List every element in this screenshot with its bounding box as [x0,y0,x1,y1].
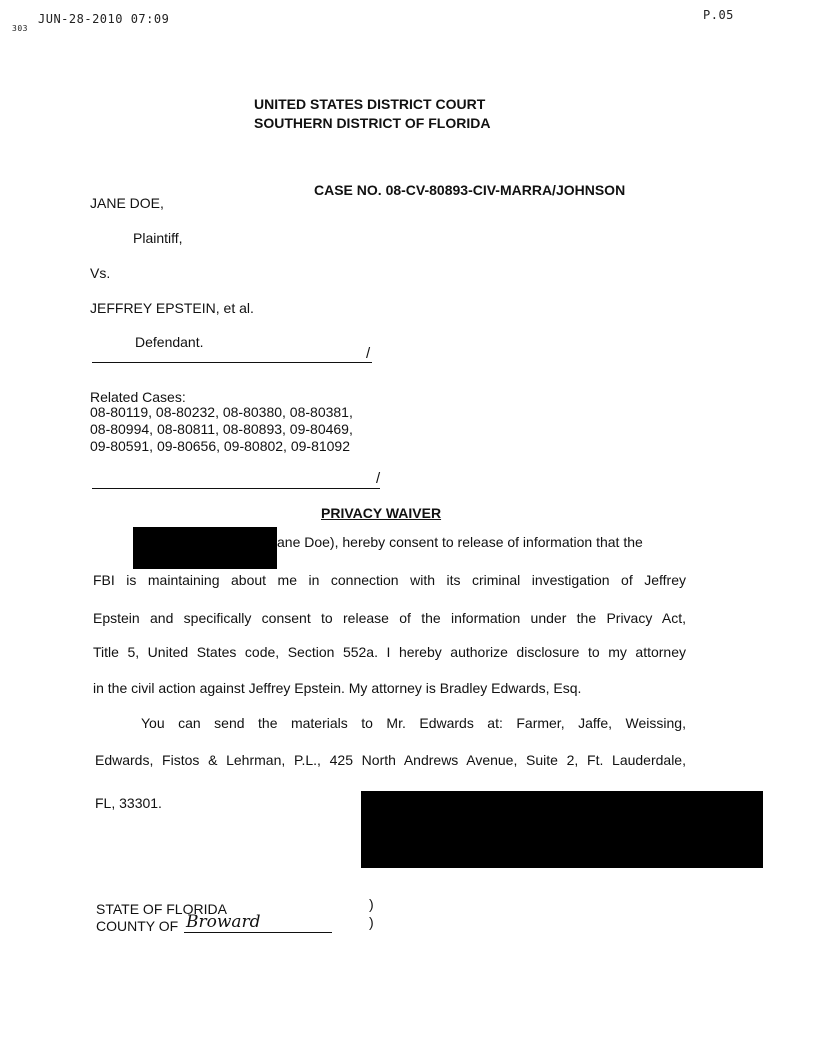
related-cases-line: 09-80591, 09-80656, 09-80802, 09-81092 [90,438,350,454]
notary-county-handwritten: Broward [186,912,261,932]
fax-page-number: P.05 [703,8,734,22]
court-name-line1: UNITED STATES DISTRICT COURT [254,96,486,112]
related-cases-line: 08-80119, 08-80232, 08-80380, 08-80381, [90,404,353,420]
notary-county-label: COUNTY OF [96,918,179,934]
notary-paren: ) [369,914,374,930]
waiver-paragraph-line: Title 5, United States code, Section 552a. I hereby authorize disclosure to my attorney [93,644,686,660]
fax-date-time: JUN-28-2010 07:09 [38,12,170,26]
defendant-role: Defendant. [135,334,204,350]
notary-state: STATE OF FLORIDA [96,901,227,917]
notary-paren: ) [369,896,374,912]
address-paragraph-line: FL, 33301. [95,795,162,811]
redaction-box [361,791,763,868]
waiver-paragraph-line: ane Doe), hereby consent to release of information that the [277,534,643,550]
court-name-line2: SOUTHERN DISTRICT OF FLORIDA [254,115,491,131]
address-paragraph-line: You can send the materials to Mr. Edwards at: Farmer, Jaffe, Weissing, [141,715,686,731]
redaction-box [133,527,277,569]
caption-divider-2 [92,488,380,489]
address-paragraph-line: Edwards, Fistos & Lehrman, P.L., 425 North Andrews Avenue, Suite 2, Ft. Lauderdale, [95,752,686,768]
caption-slash-2: / [376,470,381,487]
caption-slash-1: / [366,345,371,362]
related-cases-line: 08-80994, 08-80811, 08-80893, 09-80469, [90,421,353,437]
county-signature-line [184,932,332,933]
plaintiff-role: Plaintiff, [133,230,183,246]
waiver-paragraph-line: FBI is maintaining about me in connection with its criminal investigation of Jeffrey [93,572,686,588]
waiver-paragraph-line: in the civil action against Jeffrey Epstein. My attorney is Bradley Edwards, Esq. [93,680,582,696]
waiver-paragraph-line: Epstein and specifically consent to release of the information under the Privacy Act, [93,610,686,626]
plaintiff-name: JANE DOE, [90,195,164,211]
versus-label: Vs. [90,265,111,281]
fax-corner-mark: 303 [12,24,28,33]
defendant-name: JEFFREY EPSTEIN, et al. [90,300,254,316]
case-number: CASE NO. 08-CV-80893-CIV-MARRA/JOHNSON [314,182,626,198]
document-title: PRIVACY WAIVER [321,505,442,521]
caption-divider-1 [92,362,372,363]
related-cases-heading: Related Cases: [90,389,186,405]
